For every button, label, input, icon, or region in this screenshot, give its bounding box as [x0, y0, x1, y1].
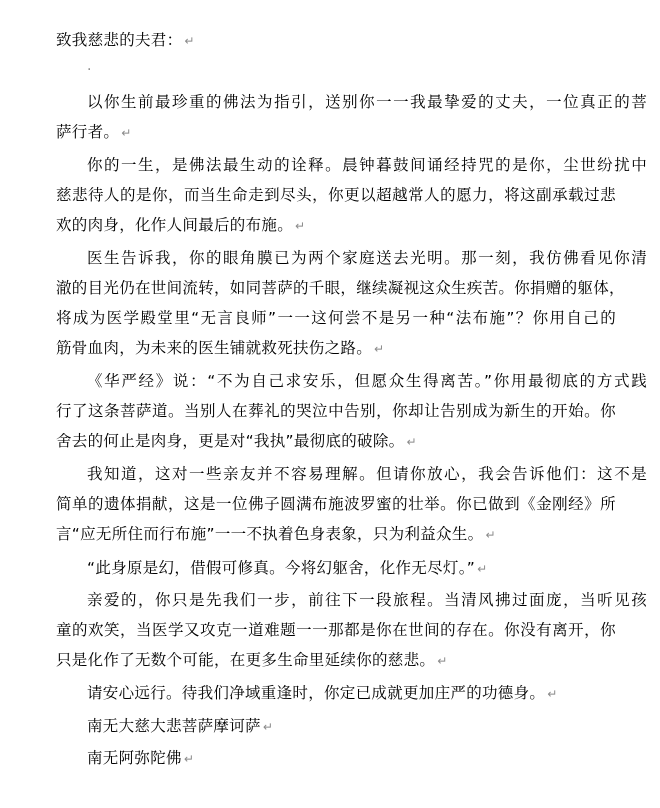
- paragraph-mark-icon: ↵: [184, 34, 195, 48]
- paragraph-mark-icon: ↵: [295, 219, 306, 233]
- paragraph-4-line-1: 《华严经》说：“不为自己求安乐，但愿众生得离苦。”你用最彻底的方式践: [87, 372, 647, 390]
- paragraph-mark-icon: ↵: [374, 342, 385, 356]
- paragraph-2-line-2: 慈悲待人的是你，而当生命走到尽头，你更以超越常人的愿力，将这副承载过悲: [56, 186, 616, 204]
- empty-paragraph-marker: ·: [87, 62, 92, 78]
- paragraph-4-line-2: 行了这条菩萨道。当别人在葬礼的哭泣中告别，你却让告别成为新生的开始。你: [56, 402, 616, 420]
- paragraph-5-line-3-text: 言“应无所住而行布施”一一不执着色身表象，只为利益众生。: [56, 525, 484, 543]
- paragraph-2-line-1: 你的一生，是佛法最生动的诠释。晨钟暮鼓间诵经持咒的是你，尘世纷扰中: [87, 156, 647, 174]
- paragraph-mark-icon: ↵: [183, 752, 194, 766]
- paragraph-3-line-2: 澈的目光仍在世间流转，如同菩萨的千眼，继续凝视这众生疾苦。你捐赠的躯体，: [56, 279, 625, 297]
- paragraph-3-line-4: [56, 336, 616, 361]
- quote-text: “此身原是幻，借假可修真。今将幻躯舍，化作无尽灯。”: [87, 559, 476, 577]
- paragraph-3-line-1: 医生告诉我，你的眼角膜已为两个家庭送去光明。那一刻，我仿佛看见你清: [87, 249, 647, 267]
- paragraph-6-line-3: [56, 648, 616, 673]
- paragraph-2-line-3-text: 欢的肉身，化作人间最后的布施。: [56, 216, 294, 234]
- paragraph-mark-icon: ↵: [485, 528, 496, 542]
- paragraph-mark-icon: ↵: [406, 435, 417, 449]
- paragraph-5-line-1: 我知道，这对一些亲友并不容易理解。但请你放心，我会告诉他们：这不是: [87, 465, 647, 483]
- paragraph-1-line-1: 以你生前最珍重的佛法为指引，送别你一一我最挚爱的丈夫，一位真正的菩: [87, 93, 647, 111]
- closing-text-2: 南无阿弥陀佛: [87, 749, 182, 767]
- closing-text-1: 南无大慈大悲菩萨摩诃萨: [87, 717, 261, 735]
- quote-line: [56, 556, 647, 581]
- paragraph-6-line-3-text: 只是化作了无数个可能，在更多生命里延续你的慈悲。: [56, 651, 436, 669]
- closing-line-1: [56, 714, 647, 739]
- paragraph-mark-icon: ↵: [121, 126, 132, 140]
- salutation-text: 致我慈悲的夫君：: [56, 31, 183, 49]
- paragraph-6-line-1: 亲爱的，你只是先我们一步，前往下一段旅程。当清风拂过面庞，当听见孩: [87, 591, 647, 609]
- paragraph-6-line-2: 童的欢笑，当医学又攻克一道难题一一那都是你在世间的存在。你没有离开，你: [56, 621, 616, 639]
- salutation-line: [56, 28, 616, 53]
- paragraph-3-line-3: 将成为医学殿堂里“无言良师”一一这何尝不是另一种“法布施”？你用自己的: [56, 309, 616, 327]
- paragraph-4-line-3-text: 舍去的何止是肉身，更是对“我执”最彻底的破除。: [56, 432, 405, 450]
- paragraph-4-line-3: [56, 429, 616, 454]
- paragraph-5-line-3: [56, 522, 616, 547]
- paragraph-mark-icon: ↵: [262, 720, 273, 734]
- paragraph-1-line-2-text: 萨行者。: [56, 123, 120, 141]
- paragraph-1-line-2: [56, 120, 616, 145]
- paragraph-mark-icon: ↵: [437, 654, 448, 668]
- paragraph-2-line-3: [56, 213, 616, 238]
- paragraph-7-line-1: [56, 681, 647, 706]
- paragraph-mark-icon: ↵: [477, 562, 488, 576]
- closing-line-2: [56, 746, 647, 771]
- paragraph-7-line-1-text: 请安心远行。待我们净域重逢时，你定已成就更加庄严的功德身。: [87, 684, 546, 702]
- paragraph-5-line-2: 简单的遗体捐献，这是一位佛子圆满布施波罗蜜的壮举。你已做到《金刚经》所: [56, 495, 616, 513]
- paragraph-mark-icon: ↵: [547, 687, 558, 701]
- paragraph-3-line-4-text: 筋骨血肉，为未来的医生铺就救死扶伤之路。: [56, 339, 373, 357]
